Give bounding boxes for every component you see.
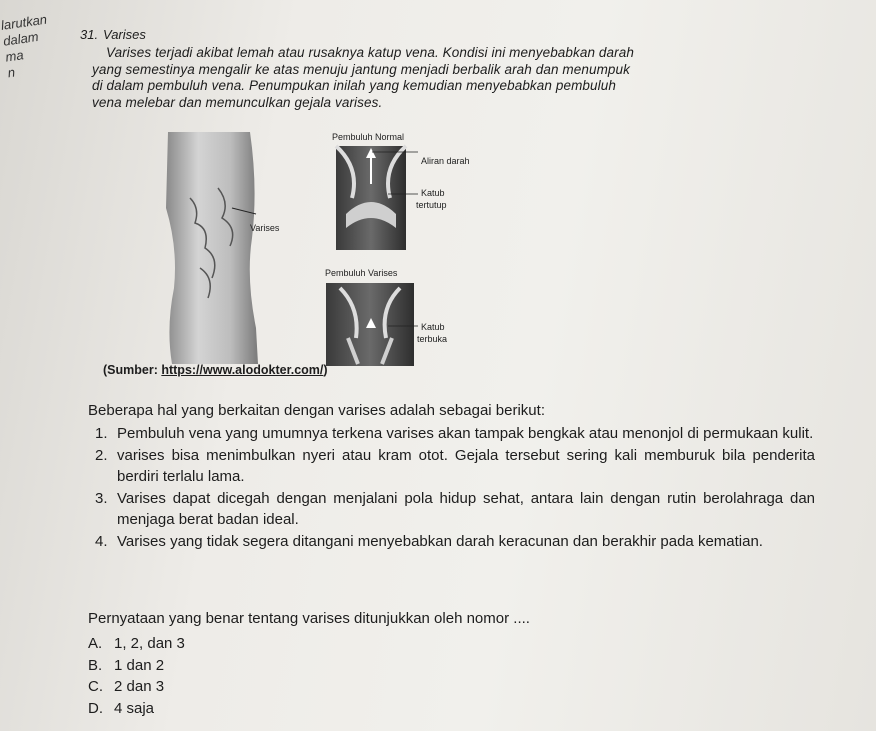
label-katub: Katub <box>421 322 445 332</box>
margin-line: larutkan <box>0 11 48 33</box>
margin-line: ma <box>4 47 25 65</box>
statement-number: 2. <box>95 446 108 464</box>
statement-text: Pembuluh vena yang umumnya terkena varises akan tampak bengkak atau menonjol di permukaan kulit. <box>117 425 814 442</box>
option-text: 1, 2, dan 3 <box>114 635 185 652</box>
margin-line: dalam <box>2 28 40 49</box>
question-number: 31. <box>80 27 99 42</box>
source-suffix: ) <box>323 363 328 377</box>
statement-text: Varises yang tidak segera ditangani menyebabkan darah keracunan dan berakhir pada kematian. <box>117 532 763 550</box>
intro-line: vena melebar dan memunculkan gejala varises. <box>92 94 383 110</box>
statement-item <box>95 531 815 553</box>
label-tertutup: tertutup <box>416 200 447 210</box>
statement-item <box>95 423 815 445</box>
statement-list <box>95 423 815 552</box>
statement-number: 1. <box>95 425 108 442</box>
statement-item <box>95 488 815 531</box>
intro-line: Varises terjadi akibat lemah atau rusaknya katup vena. Kondisi ini menyebabkan darah <box>106 45 634 60</box>
option-key: D. <box>88 699 103 717</box>
answer-option-b[interactable] <box>88 655 185 677</box>
label-normal-title: Pembuluh Normal <box>332 132 405 142</box>
option-key: B. <box>88 656 103 674</box>
option-key: C. <box>88 678 103 695</box>
intro-line: yang semestinya mengalir ke atas menuju jantung menjadi berbalik arah dan menumpuk <box>92 61 631 77</box>
margin-text <box>0 8 78 81</box>
statement-number: 4. <box>95 532 108 550</box>
option-text: 1 dan 2 <box>114 656 165 674</box>
question-title: Varises <box>103 27 146 42</box>
margin-line: n <box>6 64 16 81</box>
label-katub: Katub <box>421 188 445 198</box>
statement-text: varises bisa menimbulkan nyeri atau kram otot. Gejala tersebut sering kali memburuk bila penderita berdiri terlalu lama. <box>117 446 815 485</box>
answer-options <box>88 633 185 719</box>
option-key: A. <box>88 635 103 652</box>
varises-figure <box>160 128 480 388</box>
statements-lead: Beberapa hal yang berkaitan dengan varises adalah sebagai berikut: <box>88 402 545 419</box>
label-terbuka: terbuka <box>417 334 448 344</box>
source-link[interactable]: https://www.alodokter.com/ <box>161 363 324 377</box>
answer-option-c[interactable] <box>88 676 185 698</box>
statement-item <box>95 445 815 488</box>
source-prefix: (Sumber: <box>103 363 162 377</box>
answer-option-a[interactable] <box>88 633 185 655</box>
answer-option-d[interactable] <box>88 698 185 720</box>
statement-text: Varises dapat dicegah dengan menjalani pola hidup sehat, antara lain dengan rutin berolahraga dan menjaga berat badan ideal. <box>117 489 815 528</box>
figure-source <box>103 363 328 377</box>
question-prompt: Pernyataan yang benar tentang varises ditunjukkan oleh nomor .... <box>88 610 530 627</box>
statement-number: 3. <box>95 489 108 507</box>
label-varises-title: Pembuluh Varises <box>325 268 398 278</box>
leg-shape <box>166 132 258 364</box>
question-intro <box>92 45 772 111</box>
intro-line: di dalam pembuluh vena. Penumpukan inilah yang kemudian menyebabkan pembuluh <box>92 78 616 94</box>
label-aliran-darah: Aliran darah <box>421 156 470 166</box>
option-text: 2 dan 3 <box>114 678 165 695</box>
option-text: 4 saja <box>114 699 155 717</box>
label-varises: Varises <box>250 223 280 233</box>
